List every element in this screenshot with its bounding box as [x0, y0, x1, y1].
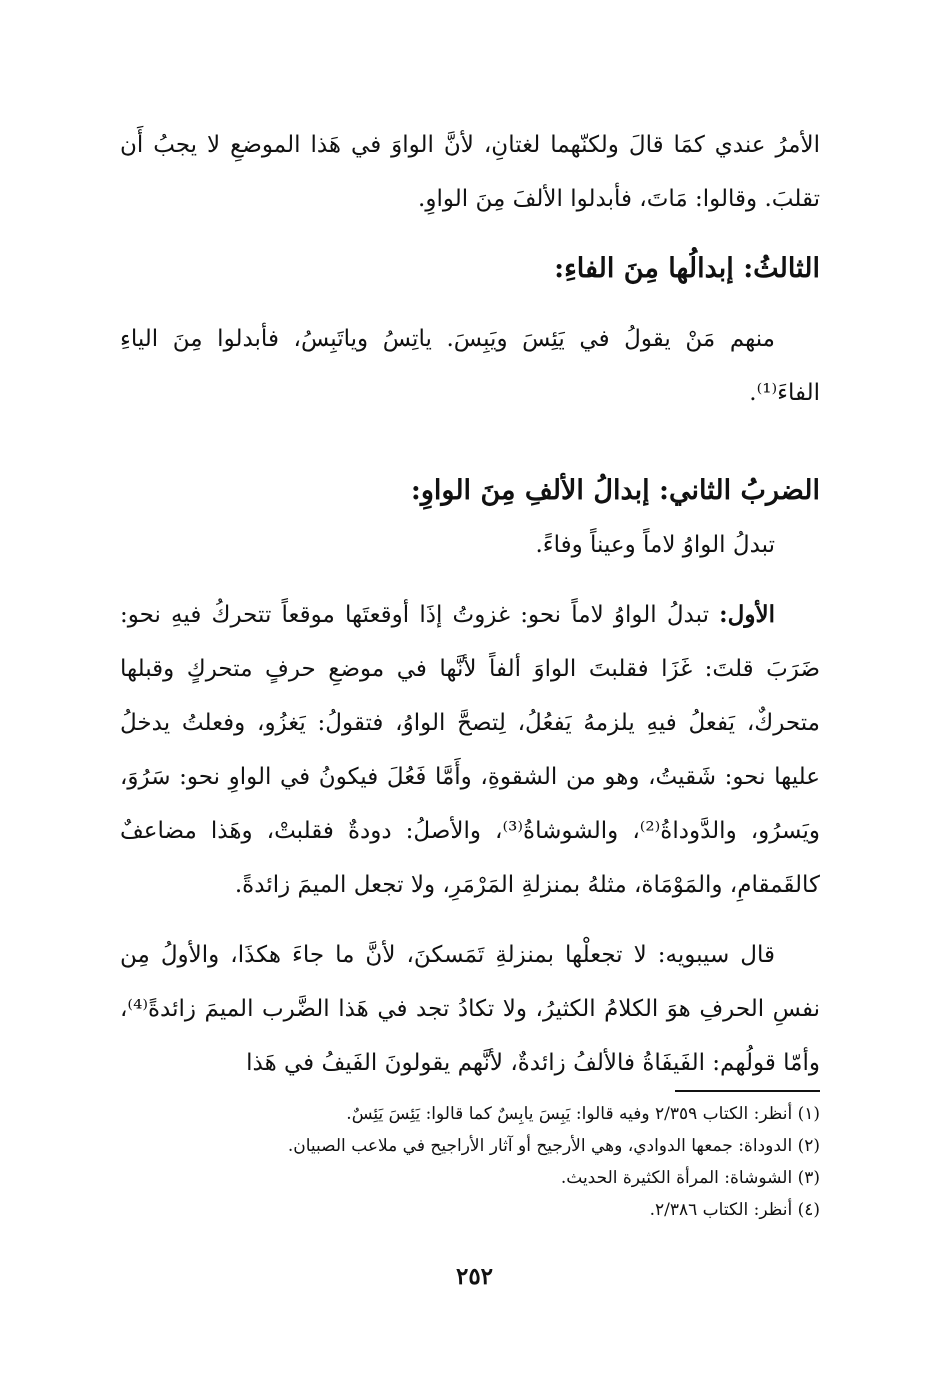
footnote-4: (٤) أنظر: الكتاب ٢/٣٨٦.	[649, 1200, 820, 1220]
paragraph-2: منهم مَنْ يقولُ في يَئِسَ ويَبِسَ. ياتِسُ وياتَبِسُ، فأبدلوا مِنَ الياءِ الفاءَ⁽¹⁾.	[120, 326, 820, 406]
paragraph-5: قال سيبويه: لا تجعلْها بمنزلةِ تَمَسكنَ، لأنَّ ما جاءَ هكذَا، والأولُ مِن نفسِ الحرفِ هوَ الكلامُ الكثيرُ، ولا تكادُ تجد في هَذا الضَّرب الميمَ زائدةً⁽⁴⁾، وأمّا قولُهم: الفَيفَاةُ فالألفُ زائدةٌ، لأنَّهم يقولونَ الفَيفُ في هَذا	[120, 942, 820, 1076]
paragraph-3: تبدلُ الواوُ لاماً وعيناً وفاءً.	[535, 532, 775, 558]
section-heading-second-type: الضربُ الثاني: إبدالُ الألفِ مِنَ الواوِ:	[410, 475, 820, 506]
footnote-3: (٣) الشوشاة: المرأة الكثيرة الحديث.	[560, 1168, 820, 1188]
paragraph-4	[120, 588, 820, 912]
paragraph-4-lead: الأول:	[719, 601, 775, 628]
paragraph-1: الأمرُ عندي كمَا قالَ ولكنّهما لغتانِ، لأنَّ الواوَ في هَذا الموضعِ لا يجبُ أَن تقلبَ. وقالوا: مَاتَ، فأبدلوا الألفَ مِنَ الواوِ.	[120, 132, 820, 212]
page-body	[120, 118, 820, 1090]
footnote-1: (١) أنظر: الكتاب ٢/٣٥٩ وفيه قالوا: يَبِسَ يابِسٌ كما قالوا: يَئِسَ يَئِسٌ.	[346, 1104, 820, 1124]
page-number: ٢٥٢	[455, 1263, 494, 1290]
section-heading-third: الثالثُ: إبدالُها مِنَ الفاءِ:	[554, 253, 820, 284]
paragraph-4-text: تبدلُ الواوُ لاماً نحو: غزوتُ إذَا أوقعتَها موقعاً تتحركُ فيهِ نحو: ضَرَبَ قلتَ: غَزَا فقلبتَ الواوَ ألفاً لأنَّها في موضعِ حرفٍ متحركٍ وقبلها متحركٌ، يَفعلُ فيهِ يلزمهُ يَفعُلُ، لِتصحَّ الواوُ، فتقولُ: يَغزُو، وفعلتُ يدخلُ عليها نحو: شَقيتُ، وهو من الشقوةِ، وأَمَّا فَعُلَ فيكونُ في الواوِ نحو: سَرُوَ، ويَسرُو، والدَّوداةُ⁽²⁾، والشوشاةُ⁽³⁾، والأصلُ: دودةٌ فقلبتْ، وهَذا مضاعفٌ كالقَمقامِ، والمَوْمَاة، مثلهُ بمنزلةِ المَرْمَرِ، ولا تجعل الميمَ زائدةً.	[120, 602, 821, 898]
footnotes	[120, 1098, 820, 1226]
footnote-2: (٢) الدوداة: جمعها الدوادي، وهي الأرجيح أو آثار الأراجيح في ملاعب الصبيان.	[287, 1136, 820, 1156]
footnote-divider	[675, 1090, 820, 1092]
